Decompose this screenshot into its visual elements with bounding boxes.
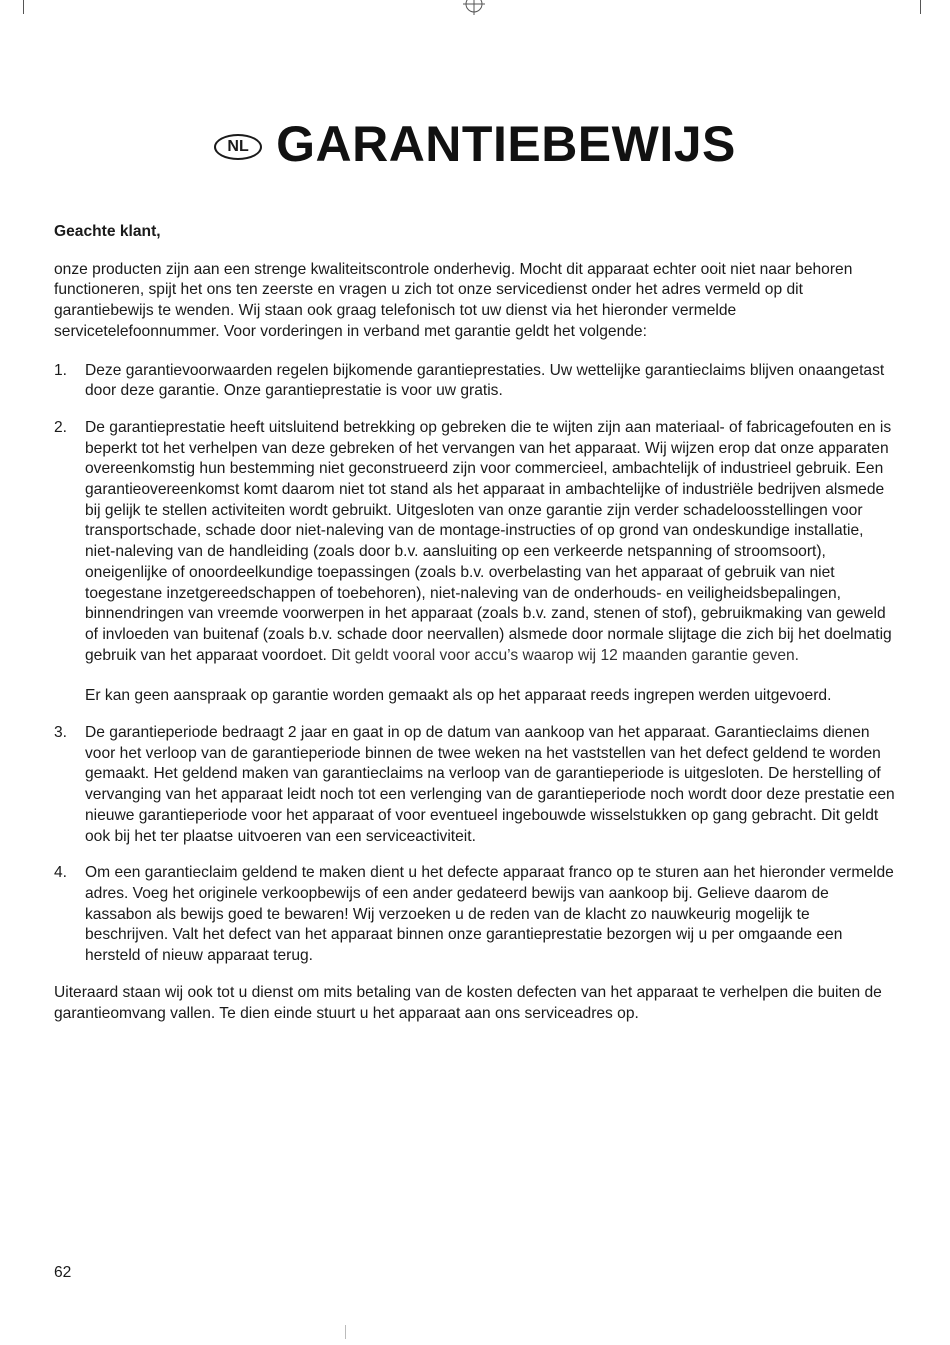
- page-title: GARANTIEBEWIJS: [276, 116, 736, 172]
- crop-mark-left: [23, 0, 24, 14]
- crop-mark-right: [920, 0, 921, 14]
- list-item-main-text: De garantieprestatie heeft uitsluitend betrekking op gebreken die te wijten zijn aan materiaal- of fabricagefouten en is beperkt tot het verhelpen van deze gebreken of het vervangen van het apparaat. Wij wijzen erop dat onze apparaten overeenkomstig hun bestemming niet geconstrueerd zijn voor commercieel, ambachtelijk of industrieel gebruik. Een garantieovereenkomst komt daarom niet tot stand als het apparaat in ambachtelijke of industriële bedrijven alsmede bij gelijk te stellen activiteiten wordt gebruikt. Uitgesloten van onze garantie zijn verder schadeloosstellingen voor transportschade, schade door niet-naleving van de montage-instructies of op grond van ondeskundige installatie, niet-naleving van de handleiding (zoals door b.v. aansluiting op een verkeerde netspanning of stroomsoort), oneigenlijke of onoordeelkundige toepassingen (zoals b.v. overbelasting van het apparaat of gebruik van niet toegestane inzetgereedschappen of toebehoren), niet-naleving van de onderhouds- en veiligheidsbepalingen, binnendringen van vreemde voorwerpen in het apparaat (zoals b.v. zand, stenen of stof), gebruikmaking van geweld of invloeden van buitenaf (zoals b.v. schade door neervallen) alsmede door normale slijtage die zich bij het doelmatig gebruik van het apparaat voordoet.: [85, 418, 892, 664]
- crop-mark-bottom: [345, 1325, 346, 1339]
- list-item-text: Deze garantievoorwaarden regelen bijkomende garantieprestaties. Uw wettelijke garantieclaims blijven onaangetast door deze garantie. Onze garantieprestatie is voor uw gratis.: [85, 361, 885, 400]
- list-item-1: [54, 361, 896, 402]
- greeting: Geachte klant,: [54, 223, 161, 240]
- list-item-number: 4.: [54, 864, 68, 882]
- list-item-number: 2.: [54, 418, 68, 436]
- list-item-number: 3.: [54, 724, 68, 742]
- list-item-text: De garantieperiode bedraagt 2 jaar en gaat in op de datum van aankoop van het apparaat. Garantieclaims dienen voor het verloop van de garantieperiode binnen de twee weken na het vaststellen van het defect geldend te worden gemaakt. Het geldend maken van garantieclaims na verloop van de garantieperiode is uitgesloten. De herstelling of vervanging van het apparaat leidt noch tot een verlenging van de garantieperiode noch wordt door deze prestatie een nieuwe garantieperiode voor het apparaat of voor eventueel ingebouwde wisselstukken op gang gebracht. Dit geldt ook bij het ter plaatse uitvoeren van een serviceactiviteit.: [85, 724, 895, 845]
- page-header: [0, 112, 950, 176]
- list-item-number: 1.: [54, 361, 68, 379]
- document-body: [54, 222, 896, 1024]
- page-number: 62: [54, 1264, 72, 1281]
- list-item-text: [85, 418, 896, 666]
- list-item-2: [54, 418, 896, 707]
- closing-paragraph: Uiteraard staan wij ook tot u dienst om mits betaling van de kosten defecten van het apparaat te verhelpen die buiten de garantieomvang vallen. Te dien einde stuurt u het apparaat aan ons serviceadres op.: [54, 983, 882, 1022]
- list-item-subparagraph: Er kan geen aanspraak op garantie worden gemaakt als op het apparaat reeds ingrepen werden uitgevoerd.: [85, 687, 832, 705]
- language-badge: NL: [214, 134, 262, 160]
- intro-paragraph: onze producten zijn aan een strenge kwaliteitscontrole onderhevig. Mocht dit apparaat echter ooit niet naar behoren functioneren, spijt het ons ten zeerste en vragen u zich tot onze servicedienst onder het adres vermeld op dit garantiebewijs te wenden. Wij staan ook graag telefonisch tot uw dienst via het hieronder vermelde servicetelefoonnummer. Voor vorderingen in verband met garantie geldt het volgende:: [54, 260, 853, 340]
- list-item-4: [54, 863, 896, 967]
- registration-mark-icon: [463, 0, 485, 15]
- list-item-3: [54, 723, 896, 847]
- list-item-text: Om een garantieclaim geldend te maken dient u het defecte apparaat franco op te sturen aan het hieronder vermelde adres. Voeg het originele verkoopbewijs of een ander gedateerd bewijs van aankoop bij. Gelieve daarom de kassabon als bewijs goed te bewaren! Wij verzoeken u de reden van de klacht zo nauwkeurig mogelijk te beschrijven. Valt het defect van het apparaat binnen onze garantieprestatie bezorgen wij u per omgaande een hersteld of nieuw apparaat terug.: [85, 864, 894, 965]
- battery-warranty-note: Dit geldt vooral voor accu’s waarop wij 12 maanden garantie geven.: [331, 646, 800, 664]
